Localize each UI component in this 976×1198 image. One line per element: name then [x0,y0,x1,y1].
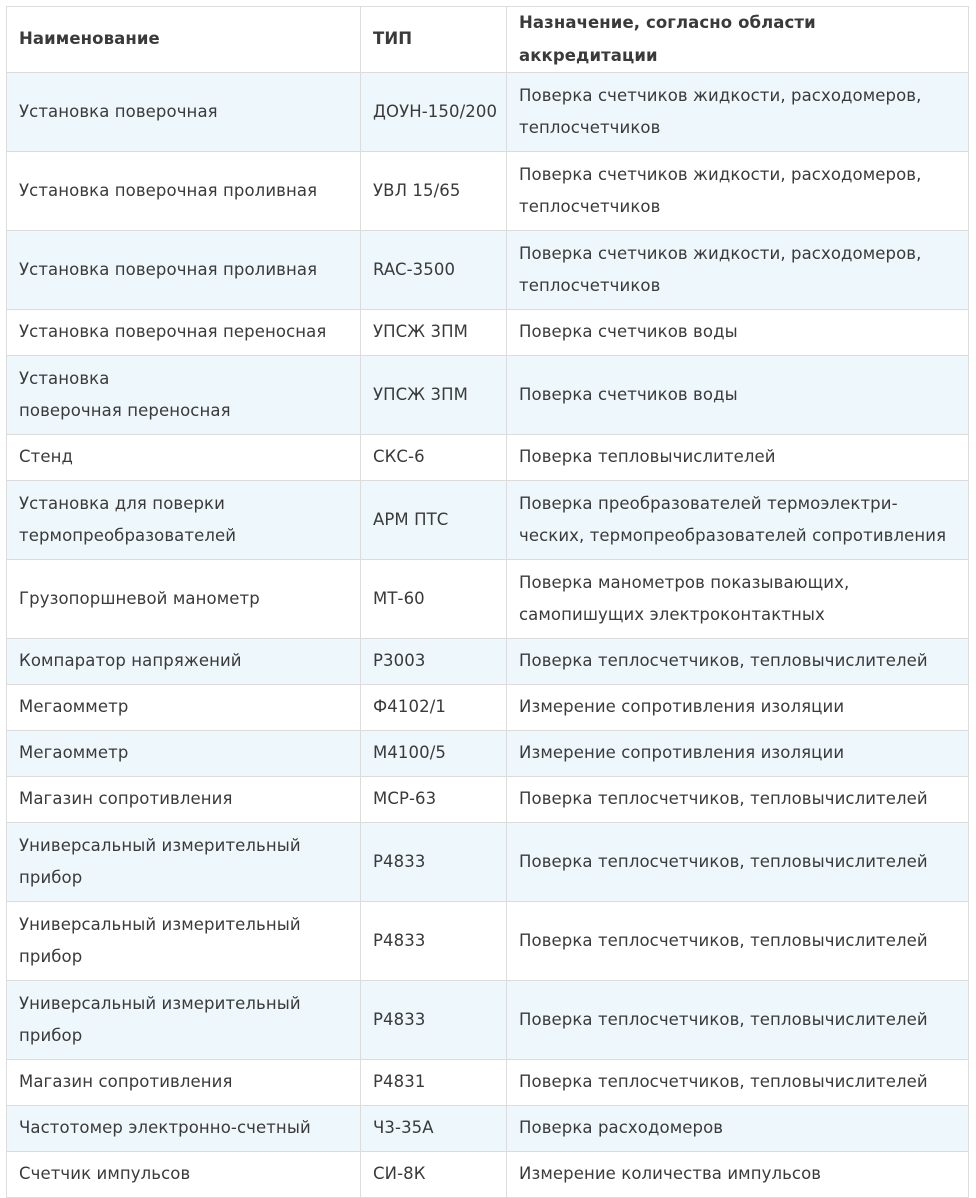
cell-name-text: Установка поверочная переносная [19,368,231,420]
cell-type-text: УПСЖ 3ПМ [373,384,468,404]
cell-purpose [507,777,969,823]
table-row [7,152,969,231]
cell-name-text: Мегаомметр [19,743,129,763]
cell-name-text: Частотомер электронно-счетный [19,1118,311,1138]
cell-name-text: Установка поверочная проливная [19,180,318,200]
table-row [7,777,969,823]
cell-name [7,823,361,902]
cell-purpose [507,1106,969,1152]
cell-purpose-text: Поверка теплосчетчиков, тепловычислителей [519,930,928,950]
cell-purpose-text: Поверка расходомеров [519,1118,724,1138]
cell-name [7,435,361,481]
cell-purpose [507,639,969,685]
cell-purpose [507,356,969,435]
cell-type [361,560,507,639]
table-row [7,481,969,560]
header-name: Наименование [7,7,361,73]
cell-type [361,435,507,481]
cell-type [361,1060,507,1106]
cell-name-text: Универсальный измерительный прибор [19,835,301,887]
cell-type [361,823,507,902]
table-row [7,1106,969,1152]
cell-type-text: М4100/5 [373,743,446,763]
cell-purpose [507,435,969,481]
cell-type-text: RAC-3500 [373,259,456,279]
cell-name-text: Мегаомметр [19,697,129,717]
cell-purpose [507,685,969,731]
cell-purpose-text: Измерение сопротивления изоляции [519,697,845,717]
cell-name [7,731,361,777]
cell-name-text: Установка для поверки термопреобразователей [19,493,237,545]
table-row [7,560,969,639]
cell-purpose-text: Измерение количества импульсов [519,1164,822,1184]
cell-purpose-text: Поверка счетчиков жидкости, расходомеров, теплосчетчиков [519,243,922,295]
cell-name-text: Универсальный измерительный прибор [19,993,301,1045]
cell-type [361,777,507,823]
cell-type-text: МСР-63 [373,789,437,809]
cell-type [361,731,507,777]
cell-type [361,1106,507,1152]
cell-name-text: Магазин сопротивления [19,1072,233,1092]
cell-type [361,152,507,231]
cell-type [361,902,507,981]
cell-name-text: Компаратор напряжений [19,651,242,671]
cell-type-text: УПСЖ 3ПМ [373,322,468,342]
cell-purpose-text: Поверка тепловычислителей [519,447,776,467]
cell-name-text: Магазин сопротивления [19,789,233,809]
cell-type [361,231,507,310]
cell-name [7,1060,361,1106]
table-body [7,73,969,1198]
cell-name [7,310,361,356]
cell-purpose [507,560,969,639]
equipment-table-container [6,6,968,1198]
cell-type [361,356,507,435]
cell-purpose [507,1152,969,1198]
cell-purpose-text: Поверка теплосчетчиков, тепловычислителей [519,1072,928,1092]
cell-type-text: Р3003 [373,651,426,671]
cell-name [7,902,361,981]
cell-type-text: Ф4102/1 [373,697,446,717]
cell-purpose-text: Поверка счетчиков жидкости, расходомеров, теплосчетчиков [519,85,922,137]
table-row [7,435,969,481]
cell-type [361,639,507,685]
cell-type-text: Р4833 [373,930,426,950]
cell-purpose-text: Поверка счетчиков жидкости, расходомеров, теплосчетчиков [519,164,922,216]
cell-purpose [507,152,969,231]
cell-purpose-text: Поверка счетчиков воды [519,384,738,404]
cell-name [7,1152,361,1198]
cell-purpose [507,73,969,152]
table-row [7,731,969,777]
cell-purpose [507,1060,969,1106]
cell-type-text: СИ-8К [373,1164,426,1184]
table-header [7,7,969,73]
cell-type-text: МТ-60 [373,588,425,608]
table-row [7,231,969,310]
cell-type [361,1152,507,1198]
cell-type-text: ДОУН-150/200 [373,101,498,121]
cell-purpose [507,310,969,356]
cell-purpose-text: Измерение сопротивления изоляции [519,743,845,763]
cell-name-text: Грузопоршневой манометр [19,588,260,608]
cell-purpose-text: Поверка теплосчетчиков, тепловычислителей [519,789,928,809]
cell-name [7,777,361,823]
cell-name-text: Стенд [19,447,73,467]
table-row [7,1152,969,1198]
cell-type-text: УВЛ 15/65 [373,180,461,200]
cell-type-text: СКС-6 [373,447,425,467]
cell-type [361,981,507,1060]
header-purpose: Назначение, согласно области аккредитации [507,7,969,73]
table-row [7,310,969,356]
cell-name-text: Универсальный измерительный прибор [19,914,301,966]
cell-name [7,981,361,1060]
cell-purpose [507,981,969,1060]
cell-type-text: Р4833 [373,851,426,871]
cell-name [7,1106,361,1152]
cell-type [361,685,507,731]
cell-type [361,481,507,560]
cell-name [7,231,361,310]
cell-type-text: Р4831 [373,1072,426,1092]
table-row [7,639,969,685]
cell-purpose [507,231,969,310]
table-row [7,981,969,1060]
table-row [7,685,969,731]
cell-name [7,560,361,639]
cell-name [7,73,361,152]
cell-name [7,639,361,685]
table-row [7,902,969,981]
header-type: ТИП [361,7,507,73]
cell-purpose-text: Поверка преобразователей термоэлектри- ческих, термопреобразователей сопротивления [519,493,947,545]
cell-purpose-text: Поверка манометров показывающих, самопишущих электроконтактных [519,572,850,624]
cell-name [7,356,361,435]
cell-name [7,481,361,560]
cell-type-text: Ч3-35А [373,1118,434,1138]
cell-purpose-text: Поверка счетчиков воды [519,322,738,342]
cell-purpose [507,481,969,560]
cell-name [7,685,361,731]
cell-type [361,310,507,356]
table-row [7,73,969,152]
table-row [7,356,969,435]
cell-purpose-text: Поверка теплосчетчиков, тепловычислителей [519,1009,928,1029]
cell-type-text: Р4833 [373,1009,426,1029]
cell-purpose [507,731,969,777]
cell-name-text: Установка поверочная проливная [19,259,318,279]
cell-name [7,152,361,231]
header-row [7,7,969,73]
cell-purpose [507,823,969,902]
cell-type [361,73,507,152]
cell-name-text: Счетчик импульсов [19,1164,191,1184]
table-row [7,1060,969,1106]
cell-purpose [507,902,969,981]
cell-purpose-text: Поверка теплосчетчиков, тепловычислителей [519,651,928,671]
cell-type-text: АРМ ПТС [373,509,449,529]
cell-purpose-text: Поверка теплосчетчиков, тепловычислителей [519,851,928,871]
table-row [7,823,969,902]
cell-name-text: Установка поверочная переносная [19,322,327,342]
equipment-table [6,6,969,1198]
cell-name-text: Установка поверочная [19,101,218,121]
